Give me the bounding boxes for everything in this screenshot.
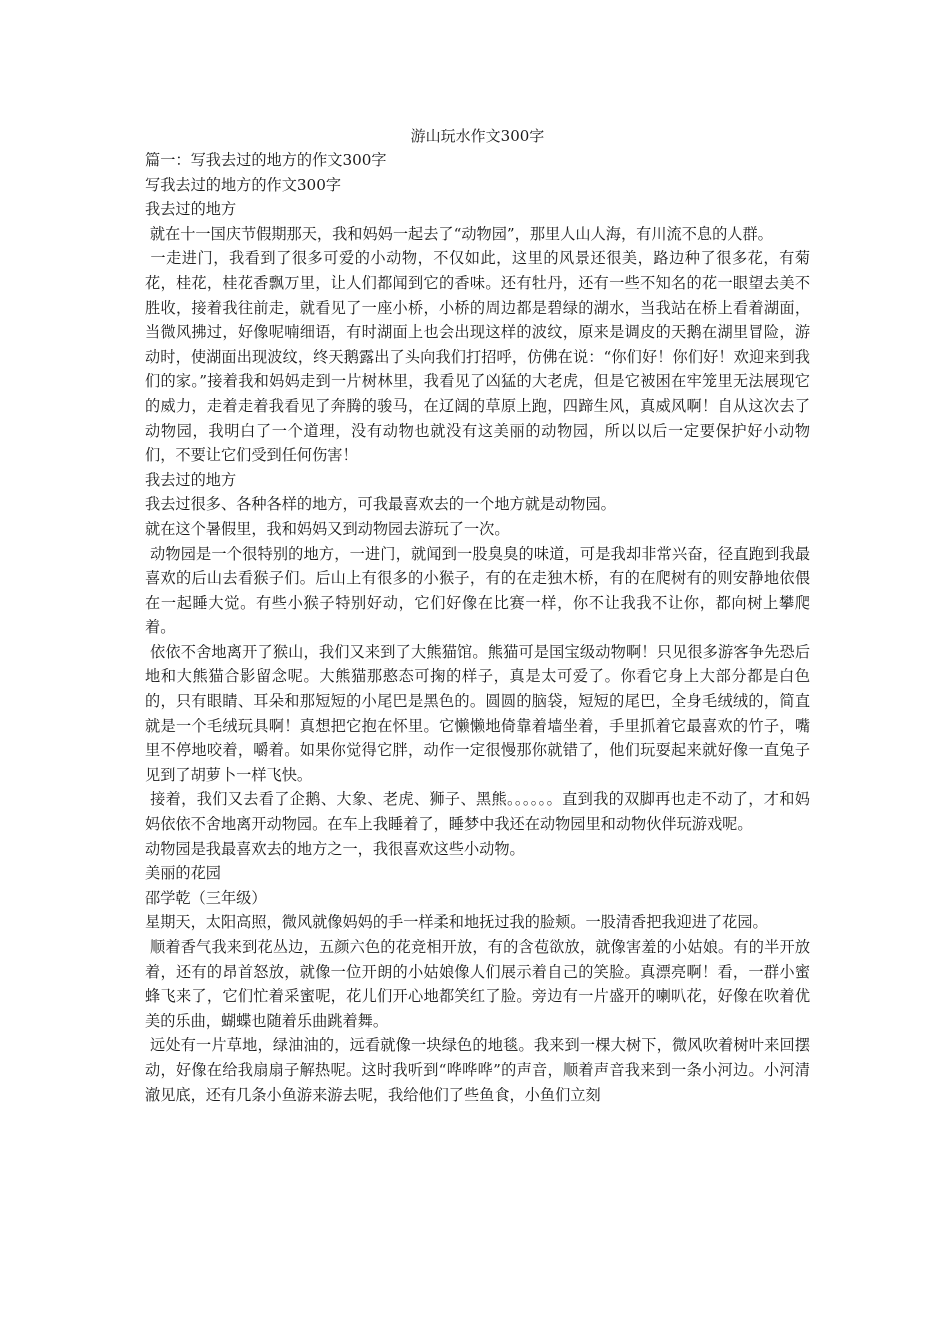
section-heading: 美丽的花园 bbox=[145, 864, 221, 883]
paragraph: 我去过的地方 bbox=[145, 470, 237, 489]
paragraph: 我去过很多、各种各样的地方，可我最喜欢去的一个地方就是动物园。 bbox=[145, 495, 616, 514]
paragraph: 接着，我们又去看了企鹅、大象、老虎、狮子、黑熊。。。。。。直到我的双脚再也走不动了，才和妈妈依依不舍地离开动物园。在车上我睡着了，睡梦中我还在动物园里和动物伙伴玩游戏呢。 bbox=[145, 790, 810, 834]
paragraph: 我去过的地方 bbox=[145, 200, 237, 219]
paragraph: 远处有一片草地，绿油油的，远看就像一块绿色的地毯。我来到一棵大树下，微风吹着树叶来回摆动，好像在给我扇扇子解热呢。这时我听到“哗哗哗”的声音，顺着声音我来到一条小河边。小河清澈见底，还有几条小鱼游来游去呢，我给他们了些鱼食，小鱼们立刻 bbox=[145, 1036, 811, 1104]
paragraph: 写我去过的地方的作文300字 bbox=[145, 175, 342, 194]
document-page bbox=[145, 124, 810, 1107]
document-title: 游山玩水作文300字 bbox=[410, 127, 545, 145]
paragraph: 动物园是一个很特别的地方，一进门，就闻到一股臭臭的味道，可是我却非常兴奋，径直跑到我最喜欢的后山去看猴子们。后山上有很多的小猴子，有的在走独木桥，有的在爬树有的则安静地依偎在一起睡大觉。有些小猴子特别好动，它们好像在比赛一样，你不让我我不让你，都向树上攀爬着。 bbox=[145, 544, 811, 637]
paragraph: 顺着香气我来到花丛边，五颜六色的花竞相开放，有的含苞欲放，就像害羞的小姑娘。有的半开放着，还有的昂首怒放，就像一位开朗的小姑娘像人们展示着自己的笑脸。真漂亮啊！看，一群小蜜蜂飞来了，它们忙着采蜜呢，花儿们开心地都笑红了脸。旁边有一片盛开的喇叭花，好像在吹着优美的乐曲，蝴蝶也随着乐曲跳着舞。 bbox=[145, 938, 811, 1030]
paragraph: 星期天，太阳高照，微风就像妈妈的手一样柔和地抚过我的脸颊。一股清香把我迎进了花园。 bbox=[145, 913, 768, 932]
paragraph: 依依不舍地离开了猴山，我们又来到了大熊猫馆。熊猫可是国宝级动物啊！只见很多游客争先恐后地和大熊猫合影留念呢。大熊猫那憨态可掬的样子，真是太可爱了。你看它身上大部分都是白色的，只有眼睛、耳朵和那短短的小尾巴是黑色的。圆圆的脑袋，短短的尾巴，全身毛绒绒的，简直就是一个毛绒玩具啊！真想把它抱在怀里。它懒懒地倚靠着墙坐着，手里抓着它最喜欢的竹子，嘴里不停地咬着，嚼着。如果你觉得它胖，动作一定很慢那你就错了，他们玩耍起来就好像一直兔子见到了胡萝卜一样飞快。 bbox=[145, 642, 811, 784]
paragraph: 一走进门，我看到了很多可爱的小动物，不仅如此，这里的风景还很美，路边种了很多花，有菊花，桂花，桂花香飘万里，让人们都闻到它的香味。还有牡丹，还有一些不知名的花一眼望去美不胜收，接着我往前走，就看见了一座小桥，小桥的周边都是碧绿的湖水，当我站在桥上看着湖面，当微风拂过，好像呢喃细语，有时湖面上也会出现这样的波纹，原来是调皮的天鹅在湖里冒险，游动时，使湖面出现波纹，终天鹅露出了头向我们打招呼，仿佛在说：“你们好！你们好！欢迎来到我们的家。”接着我和妈妈走到一片树林里，我看见了凶猛的大老虎，但是它被困在牢笼里无法展现它的威力，走着走着我看见了奔腾的骏马，在辽阔的草原上跑，四蹄生风，真威风啊！自从这次去了动物园，我明白了一个道理，没有动物也就没有这美丽的动物园，所以以后一定要保护好小动物们，不要让它们受到任何伤害！ bbox=[145, 249, 811, 465]
author-line: 邵学乾（三年级） bbox=[145, 888, 267, 907]
paragraph: 动物园是我最喜欢去的地方之一，我很喜欢这些小动物。 bbox=[145, 839, 525, 858]
paragraph: 篇一：写我去过的地方的作文300字 bbox=[145, 151, 387, 169]
paragraph: 就在这个暑假里，我和妈妈又到动物园去游玩了一次。 bbox=[145, 519, 510, 538]
paragraph: 就在十一国庆节假期那天，我和妈妈一起去了“动物园”，那里人山人海，有川流不息的人群。 bbox=[145, 224, 773, 243]
